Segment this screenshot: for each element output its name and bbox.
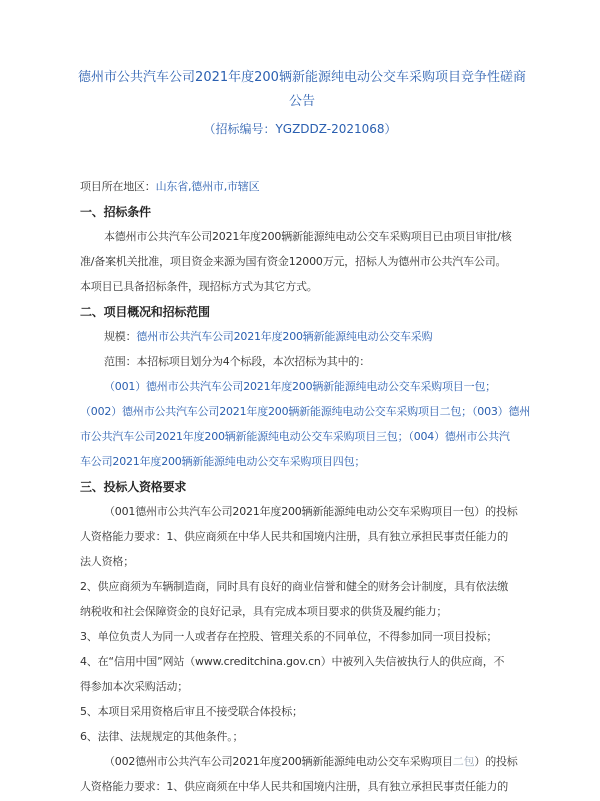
lot-002-qualification-suffix: ）的投标 — [474, 755, 518, 768]
lot-002-line-1: （002）德州市公共汽车公司2021年度200辆新能源纯电动公交车采购项目二包；（003）德州 — [80, 405, 531, 418]
qualification-line-3: 法人资格； — [80, 555, 134, 568]
location-label: 项目所在地区： — [80, 180, 156, 193]
lot-002-qualification-prefix: （002德州市公共汽车公司2021年度200辆新能源纯电动公交车采购项目 — [104, 755, 453, 768]
lot-002-line-3: 车公司2021年度200辆新能源纯电动公交车采购项目四包； — [80, 455, 366, 468]
document-title — [72, 66, 532, 114]
scale-line — [104, 329, 432, 345]
scale-value: 德州市公共汽车公司2021年度200辆新能源纯电动公交车采购 — [136, 330, 433, 343]
location-value: 山东省,德州市,市辖区 — [155, 180, 260, 193]
scope-line: 范围：本招标项目划分为4个标段，本次招标为其中的： — [104, 355, 370, 368]
lot-001-line: （001）德州市公共汽车公司2021年度200辆新能源纯电动公交车采购项目一包； — [104, 380, 496, 393]
title-line-1: 德州市公共汽车公司2021年度200辆新能源纯电动公交车采购项目竞争性磋商 — [78, 70, 526, 85]
section-3-heading: 三、投标人资格要求 — [80, 480, 187, 494]
qualification-line-6: 3、单位负责人为同一人或者存在控股、管理关系的不同单位，不得参加同一项目投标； — [80, 630, 498, 643]
section-1-heading: 一、招标条件 — [80, 205, 151, 219]
section-1-line-1: 本德州市公共汽车公司2021年度200辆新能源纯电动公交车采购项目已由项目审批/核 — [104, 230, 512, 243]
qualification-line-10: 6、法律、法规规定的其他条件。； — [80, 730, 244, 743]
title-line-2: 公告 — [288, 94, 315, 109]
qualification-line-4: 2、供应商须为车辆制造商，同时具有良好的商业信誉和健全的财务会计制度，具有依法缴 — [80, 580, 508, 593]
qualification-line-8: 得参加本次采购活动； — [80, 680, 188, 693]
qualification-line-12: 人资格能力要求：1、供应商须在中华人民共和国境内注册，具有独立承担民事责任能力的 — [80, 780, 508, 793]
qualification-line-2: 人资格能力要求：1、供应商须在中华人民共和国境内注册，具有独立承担民事责任能力的 — [80, 530, 508, 543]
section-1-line-3: 本项目已具备招标条件，现招标方式为其它方式。 — [80, 280, 318, 293]
qualification-line-1: （001德州市公共汽车公司2021年度200辆新能源纯电动公交车采购项目一包）的投标 — [104, 505, 518, 518]
qualification-line-11 — [104, 754, 518, 770]
section-2-heading: 二、项目概况和招标范围 — [80, 305, 210, 319]
bid-code: （招标编号：YGZDDZ-2021068） — [203, 122, 397, 136]
qualification-line-9: 5、本项目采用资格后审且不接受联合体投标； — [80, 705, 303, 718]
lot-002-line-2: 市公共汽车公司2021年度200辆新能源纯电动公交车采购项目三包；（004）德州市公共汽 — [80, 430, 510, 443]
scale-label: 规模： — [104, 330, 137, 343]
qualification-line-7: 4、在“信用中国”网站（www.creditchina.gov.cn）中被列入失信被执行人的供应商，不 — [80, 655, 505, 668]
section-1-line-2: 准/备案机关批准，项目资金来源为国有资金12000万元，招标人为德州市公共汽车公司。 — [80, 255, 507, 268]
qualification-line-5: 纳税收和社会保障资金的良好记录，具有完成本项目要求的供货及履约能力； — [80, 605, 448, 618]
lot-002-qualification-highlight: 二包 — [452, 755, 475, 768]
location-line — [80, 179, 259, 195]
